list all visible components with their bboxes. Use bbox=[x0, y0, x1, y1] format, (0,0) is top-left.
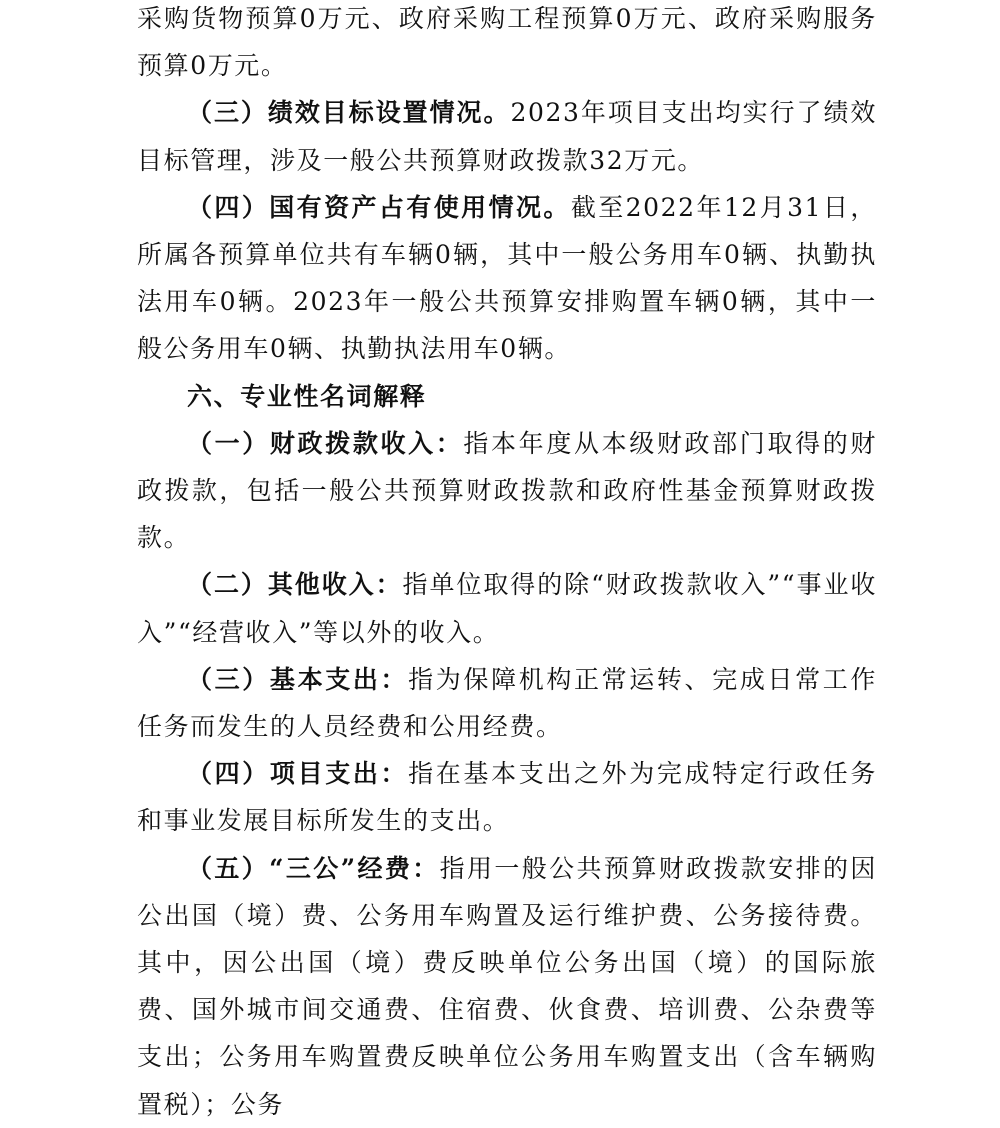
term-text: 指为保障机构正常运转、完成日常工作任务而发生的人员经费和公用经费。 bbox=[137, 664, 877, 742]
term-text: 指单位取得的除“财政拨款收入”“事业收入”“经营收入”等以外的收入。 bbox=[137, 570, 877, 647]
term-text: 指在基本支出之外为完成特定行政任务和事业发展目标所发生的支出。 bbox=[137, 759, 877, 836]
term-lead: （三）基本支出： bbox=[187, 664, 409, 694]
term-text: 指本年度从本级财政部门取得的财政拨款，包括一般公共预算财政拨款和政府性基金预算财政拨款。 bbox=[137, 428, 877, 553]
term-lead: （一）财政拨款收入： bbox=[187, 428, 464, 458]
paragraph-procurement-continued bbox=[137, 0, 877, 89]
term-fiscal-appropriation-income bbox=[137, 420, 877, 562]
paragraph-text: 采购货物预算0万元、政府采购工程预算0万元、政府采购服务预算0万元。 bbox=[137, 4, 877, 81]
term-other-income bbox=[137, 561, 877, 655]
term-lead: （五）“三公”经费： bbox=[187, 853, 440, 883]
term-project-expenditure bbox=[137, 750, 877, 844]
term-three-public-expenses bbox=[137, 845, 877, 1128]
paragraph-text: 2023年项目支出均实行了绩效目标管理，涉及一般公共预算财政拨款32万元。 bbox=[137, 98, 878, 175]
term-text: 指用一般公共预算财政拨款安排的因公出国（境）费、公务用车购置及运行维护费、公务接待费。其中，因公出国（境）费反映单位公务出国（境）的国际旅费、国外城市间交通费、住宿费、伙食费、培训费、公杂费等支出；公务用车购置费反映单位公务用车购置支出（含车辆购置税）；公务 bbox=[137, 853, 878, 1119]
paragraph-lead: （三）绩效目标设置情况。 bbox=[187, 98, 511, 128]
paragraph-text: 截至2022年12月31日，所属各预算单位共有车辆0辆，其中一般公务用车0辆、执勤执法用车0辆。2023年一般公共预算安排购置车辆0辆，其中一般公务用车0辆、执勤执法用车0辆。 bbox=[137, 192, 877, 364]
paragraph-lead: （四）国有资产占有使用情况。 bbox=[187, 192, 571, 222]
document-page bbox=[137, 0, 877, 1128]
section-heading: 六、专业性名词解释 bbox=[187, 381, 427, 411]
term-basic-expenditure bbox=[137, 656, 877, 750]
term-lead: （四）项目支出： bbox=[187, 759, 409, 789]
paragraph-state-assets bbox=[137, 184, 877, 373]
term-lead: （二）其他收入： bbox=[187, 570, 403, 600]
paragraph-performance-goals bbox=[137, 89, 877, 183]
